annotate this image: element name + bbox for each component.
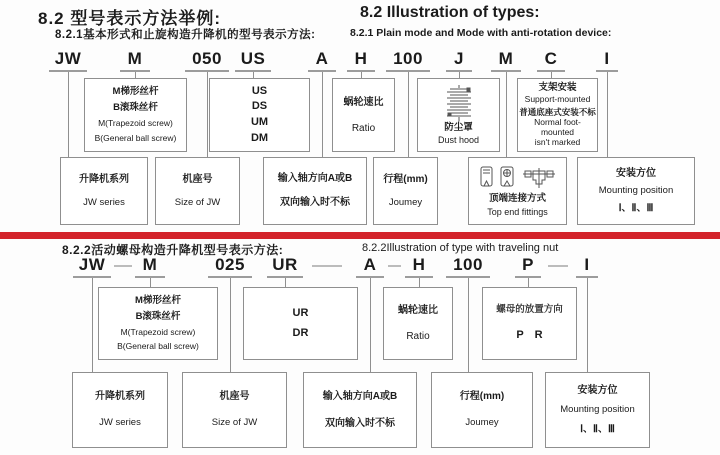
code-letter: I: [584, 255, 590, 274]
box-line: DS: [251, 100, 268, 113]
box-line: 安装方位: [577, 384, 618, 396]
box-line: 行程(mm): [383, 173, 428, 185]
section-title-zh: 8.2 型号表示方法举例:: [38, 9, 222, 28]
code-letter: 025: [215, 255, 245, 274]
code-letter: JW: [54, 49, 82, 68]
box-line: 输入轴方向A或B: [277, 173, 353, 185]
box-line: M(Trapezoid screw): [120, 326, 196, 337]
box-line: 双向输入时不标: [325, 417, 395, 429]
connector-line: [370, 278, 371, 372]
code-letter: M: [127, 49, 143, 68]
box-line: 行程(mm): [459, 391, 505, 403]
box-line: Mounting position: [560, 403, 635, 415]
connector-line: [285, 278, 286, 287]
box-series: [60, 157, 148, 225]
box-top-end-fittings: [468, 157, 567, 225]
code-letter: UR: [272, 255, 298, 274]
box-line: 双向输入时不标: [280, 197, 350, 209]
connector-line: [68, 72, 69, 157]
code-letter: M: [142, 255, 158, 274]
connector-line: [322, 72, 323, 157]
box-line: B滚珠丝杆: [135, 310, 181, 322]
connector-line: [528, 278, 529, 287]
code-letter: A: [315, 49, 329, 68]
box-screw-end-codes: [209, 78, 310, 152]
box-nut-end-codes: [243, 287, 358, 360]
subsection-822-title-zh: 8.2.2活动螺母构造升降机型号表示方法:: [62, 243, 284, 257]
code-letter: H: [354, 49, 368, 68]
box-line: 支架安装: [538, 81, 577, 93]
code-letter: JW: [78, 255, 106, 274]
connector-line: [607, 72, 608, 157]
box-line: DR: [292, 326, 309, 339]
box-ratio: [332, 78, 395, 152]
connector-line: [230, 278, 231, 372]
box-line: Ⅰ、Ⅱ、Ⅲ: [580, 423, 615, 435]
code-letter: 100: [453, 255, 483, 274]
top-end-fittings-icon: [479, 166, 557, 190]
box-line: JW series: [83, 196, 125, 208]
box-line: US: [251, 84, 268, 97]
box-screw-type: [84, 78, 187, 152]
code-letter: 050: [192, 49, 222, 68]
connector-line: [207, 72, 208, 157]
box-line: M梯形丝杆: [112, 86, 159, 98]
box-size: [182, 372, 287, 448]
section-title-en: 8.2 Illustration of types:: [360, 4, 540, 21]
box-line: 蜗轮速比: [398, 305, 438, 317]
connector-line: [468, 278, 469, 372]
code-letter: A: [363, 255, 377, 274]
code-letter: J: [454, 49, 464, 68]
box-line: Mounting position: [598, 184, 674, 196]
box-line: 机座号: [219, 391, 250, 403]
box-line: M梯形丝杆: [135, 294, 181, 306]
box-line: 输入轴方向A或B: [322, 391, 398, 402]
box-dust-hood: [417, 78, 500, 152]
subsection-821-title-en: 8.2.1 Plain mode and Mode with anti-rotation device:: [350, 27, 612, 39]
box-line: Joumey: [388, 196, 423, 208]
box-line: 普通底座式安装不标: [519, 106, 596, 117]
code-letter: M: [498, 49, 514, 68]
box-line: Ⅰ、Ⅱ、Ⅲ: [618, 202, 654, 214]
code-dash: [548, 265, 568, 267]
box-line: 蜗轮速比: [343, 96, 384, 108]
box-line: 升降机系列: [79, 173, 129, 185]
code-dash: [388, 265, 401, 267]
code-dash: [114, 265, 132, 267]
connector-line: [419, 278, 420, 287]
box-line: isn't marked: [534, 136, 581, 147]
box-screw-type: [98, 287, 218, 360]
box-input-shaft: [303, 372, 417, 448]
red-divider: [0, 232, 720, 239]
code-letter: H: [412, 255, 426, 274]
dust-hood-bellows-icon: [446, 85, 472, 121]
box-line: 安装方位: [616, 167, 656, 179]
subsection-822-title-en: 8.2.2Illustration of type with traveling nut: [362, 242, 559, 254]
box-line: UR: [292, 307, 309, 320]
box-line: JW series: [99, 417, 141, 429]
connector-line: [587, 278, 588, 372]
box-line: Top end fittings: [487, 206, 548, 217]
box-line: Size of JW: [174, 196, 221, 208]
box-journey: [431, 372, 533, 448]
box-line: B滚珠丝杆: [113, 102, 158, 114]
box-input-shaft: [263, 157, 367, 225]
code-letter: 100: [393, 49, 423, 68]
code-letter: I: [604, 49, 610, 68]
connector-line: [92, 278, 93, 372]
box-line: Size of JW: [211, 417, 258, 429]
box-line: Support-mounted: [524, 93, 591, 104]
connector-line: [150, 278, 151, 287]
box-line: B(General ball screw): [94, 132, 177, 143]
connector-line: [506, 72, 507, 157]
box-nut-direction: [482, 287, 577, 360]
box-line: M(Trapezoid screw): [98, 118, 173, 129]
box-line: B(General ball screw): [117, 340, 199, 351]
box-line: UM: [250, 116, 269, 129]
box-line: Ratio: [406, 330, 430, 342]
box-series: [72, 372, 168, 448]
box-line: 顶端连接方式: [488, 192, 546, 204]
box-line: 升降机系列: [95, 391, 145, 403]
box-size: [155, 157, 240, 225]
box-line: 机座号: [182, 173, 213, 185]
box-line: Dust hood: [437, 135, 480, 146]
code-letter: US: [240, 49, 266, 68]
box-line: 螺母的放置方向: [496, 303, 563, 315]
code-dash: [312, 265, 342, 267]
box-line: Joumey: [465, 417, 499, 429]
connector-line: [408, 72, 409, 157]
code-letter: P: [522, 255, 534, 274]
box-line: 防尘罩: [444, 122, 473, 134]
code-letter: C: [544, 49, 558, 68]
box-line: Ratio: [351, 122, 376, 134]
box-line: DM: [250, 132, 269, 145]
box-mounting-position: [545, 372, 650, 448]
box-mounting-position: [577, 157, 695, 225]
box-line: P R: [516, 329, 543, 342]
box-mounting-style: [517, 78, 598, 152]
subsection-821-title-zh: 8.2.1基本形式和止旋构造升降机的型号表示方法:: [55, 29, 316, 41]
box-journey: [373, 157, 438, 225]
box-ratio: [383, 287, 453, 360]
box-line: Normal foot-mounted: [534, 117, 581, 137]
